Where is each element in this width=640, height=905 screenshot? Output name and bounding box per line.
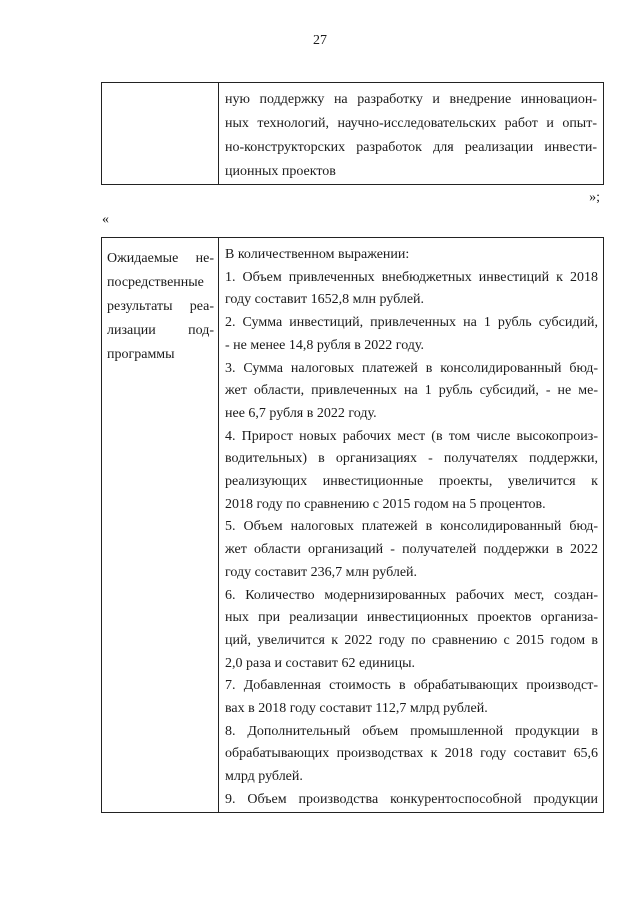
text-line: ных технологий, научно-исследовательских работ и опыт-: [225, 116, 597, 131]
continued-text-cell: [219, 83, 604, 185]
result-item: [225, 585, 598, 676]
result-item: [225, 426, 598, 517]
result-line: вах в 2018 году составит 112,7 млрд рублей.: [225, 701, 488, 717]
text-line: но-конструкторских разработок для реализации инвести-: [225, 140, 597, 155]
results-intro: В количественном выражении:: [225, 247, 410, 262]
result-item: [225, 516, 598, 584]
result-line: 2,0 раза и составит 62 единицы.: [225, 655, 415, 671]
result-item: [225, 789, 598, 812]
continued-table: [101, 82, 604, 185]
result-line: жет области, привлеченных на 1 рубль субсидий, - не ме-: [225, 383, 598, 399]
result-line: обрабатывающих производствах к 2018 году составит 65,6: [225, 746, 598, 762]
label-line: посредственные: [107, 275, 204, 290]
result-line: 8. Дополнительный объем промышленной продукции в: [225, 723, 598, 739]
results-label: [102, 238, 218, 367]
results-label-cell: [102, 238, 219, 813]
result-line: жет области организаций - получателей поддержки в 2022: [225, 542, 598, 558]
result-line: 7. Добавленная стоимость в обрабатывающих производст-: [225, 678, 598, 694]
result-line: году составит 1652,8 млн рублей.: [225, 292, 425, 308]
empty-label-cell: [102, 83, 219, 185]
result-line: 3. Сумма налоговых платежей в консолидированный бюд-: [225, 360, 598, 376]
result-line: 5. Объем налоговых платежей в консолидированный бюд-: [225, 519, 598, 535]
closing-quote: »;: [589, 190, 600, 205]
result-line: 4. Прирост новых рабочих мест (в том числе высокопроиз-: [225, 428, 598, 444]
label-line: программы: [107, 347, 175, 362]
results-content-cell: [219, 238, 604, 813]
result-item: [225, 267, 598, 312]
result-item: [225, 312, 598, 357]
results-list: [219, 238, 603, 812]
result-line: ных при реализации инвестиционных проектов организа-: [225, 610, 598, 626]
text-line: ную поддержку на разработку и внедрение инновацион-: [225, 92, 597, 107]
result-line: году составит 236,7 млн рублей.: [225, 564, 418, 580]
result-line: 2018 году по сравнению с 2015 годом на 5 процентов.: [225, 496, 546, 512]
result-line: - не менее 14,8 рубля в 2022 году.: [225, 337, 425, 353]
result-item: [225, 358, 598, 426]
result-line: 2. Сумма инвестиций, привлеченных на 1 рубль субсидий,: [225, 315, 598, 331]
result-item: [225, 675, 598, 720]
result-line: млрд рублей.: [225, 769, 303, 785]
opening-quote: «: [102, 212, 109, 227]
label-line: Ожидаемые не-: [107, 251, 214, 266]
results-table: [101, 237, 604, 813]
result-line: 6. Количество модернизированных рабочих мест, создан-: [225, 587, 598, 603]
result-line: нее 6,7 рубля в 2022 году.: [225, 405, 377, 421]
continued-text: [219, 83, 603, 184]
result-line: ций, увеличится к 2022 году по сравнению с 2015 годом в: [225, 632, 598, 648]
text-line: ционных проектов: [225, 164, 336, 179]
result-line: водительных) в организациях - получателях поддержки,: [225, 451, 598, 467]
result-line: 1. Объем привлеченных внебюджетных инвестиций к 2018: [225, 269, 598, 285]
label-line: лизации под-: [107, 323, 214, 338]
result-line: 9. Объем производства конкурентоспособной продукции: [225, 791, 598, 807]
page-number: 27: [313, 33, 327, 48]
result-line: реализующих инвестиционные проекты, увеличится к: [225, 474, 598, 490]
label-line: результаты реа-: [107, 299, 214, 314]
result-item: [225, 721, 598, 789]
